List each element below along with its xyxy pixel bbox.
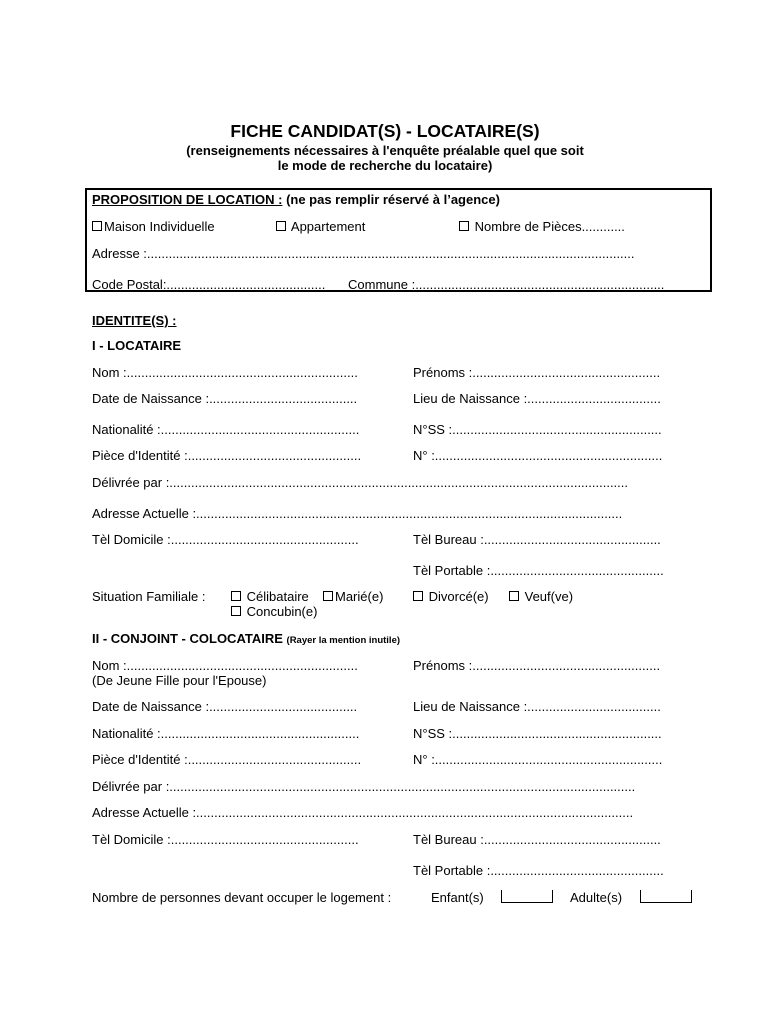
locataire-nom-field[interactable]: Nom :................................................................ xyxy=(92,365,358,380)
locataire-lieu-naissance-field[interactable]: Lieu de Naissance :..................................... xyxy=(413,391,661,406)
appartement-option[interactable] xyxy=(276,219,365,234)
divorce-label: Divorcé(e) xyxy=(428,589,489,604)
proposition-note: (ne pas remplir réservé à l’agence) xyxy=(286,192,500,207)
celibataire-checkbox[interactable] xyxy=(231,591,241,601)
conjoint-nationalite-field[interactable]: Nationalité :....................................................... xyxy=(92,726,360,741)
maison-option[interactable] xyxy=(92,219,215,234)
maison-checkbox[interactable] xyxy=(92,221,102,231)
appartement-checkbox[interactable] xyxy=(276,221,286,231)
page-subtitle-continued: le mode de recherche du locataire) xyxy=(277,158,493,173)
identites-heading: IDENTITE(S) : xyxy=(92,313,177,328)
code-postal-field[interactable]: Code Postal:............................................ xyxy=(92,277,326,292)
conjoint-prenoms-field[interactable]: Prénoms :.................................................... xyxy=(413,658,661,673)
veuf-label: Veuf(ve) xyxy=(524,589,574,604)
page-title: FICHE CANDIDAT(S) - LOCATAIRE(S) xyxy=(230,121,540,141)
locataire-heading: I - LOCATAIRE xyxy=(92,338,182,353)
veuf-checkbox[interactable] xyxy=(509,591,519,601)
divorce-checkbox[interactable] xyxy=(413,591,423,601)
marie-label: Marié(e) xyxy=(335,589,384,604)
occupants-label: Nombre de personnes devant occuper le logement : xyxy=(92,890,392,905)
conjoint-heading-line xyxy=(92,631,400,646)
locataire-date-naissance-field[interactable]: Date de Naissance :......................................... xyxy=(92,391,358,406)
enfants-label: Enfant(s) xyxy=(431,890,484,905)
conjoint-numero-field[interactable]: N° :............................................................... xyxy=(413,752,663,767)
divorce-option[interactable] xyxy=(413,589,489,604)
adultes-count-box[interactable] xyxy=(640,890,692,903)
commune-field[interactable]: Commune :..................................................................... xyxy=(348,277,665,292)
proposition-heading-line xyxy=(92,192,500,207)
proposition-heading: PROPOSITION DE LOCATION : xyxy=(92,192,283,207)
conjoint-nss-field[interactable]: N°SS :.......................................................... xyxy=(413,726,662,741)
pieces-checkbox[interactable] xyxy=(459,221,469,231)
proposition-adresse-field[interactable]: Adresse :....................................................................................................................................... xyxy=(92,246,635,261)
conjoint-piece-identite-field[interactable]: Pièce d'Identité :................................................ xyxy=(92,752,362,767)
conjoint-lieu-naissance-field[interactable]: Lieu de Naissance :..................................... xyxy=(413,699,661,714)
concubin-checkbox[interactable] xyxy=(231,606,241,616)
locataire-prenoms-field[interactable]: Prénoms :.................................................... xyxy=(413,365,661,380)
marie-checkbox[interactable] xyxy=(323,591,333,601)
situation-familiale-label: Situation Familiale : xyxy=(92,589,206,604)
conjoint-delivree-field[interactable]: Délivrée par :................................................................................................................................. xyxy=(92,779,636,794)
locataire-tel-domicile-field[interactable]: Tèl Domicile :.................................................... xyxy=(92,532,359,547)
locataire-piece-identite-field[interactable]: Pièce d'Identité :................................................ xyxy=(92,448,362,463)
concubin-option[interactable] xyxy=(231,604,317,619)
veuf-option[interactable] xyxy=(509,589,573,604)
maison-label: Maison Individuelle xyxy=(104,219,215,234)
locataire-adresse-field[interactable]: Adresse Actuelle :...................................................................................................................... xyxy=(92,506,623,521)
conjoint-note: (Rayer la mention inutile) xyxy=(286,635,401,646)
locataire-nationalite-field[interactable]: Nationalité :....................................................... xyxy=(92,422,360,437)
locataire-tel-bureau-field[interactable]: Tèl Bureau :................................................. xyxy=(413,532,661,547)
conjoint-nom-field[interactable]: Nom :................................................................ xyxy=(92,658,358,673)
celibataire-option[interactable] xyxy=(231,589,309,604)
conjoint-nom-jeune-fille-note: (De Jeune Fille pour l'Epouse) xyxy=(92,673,267,688)
conjoint-tel-bureau-field[interactable]: Tèl Bureau :................................................. xyxy=(413,832,661,847)
locataire-tel-portable-field[interactable]: Tèl Portable :................................................ xyxy=(413,563,664,578)
conjoint-tel-domicile-field[interactable]: Tèl Domicile :.................................................... xyxy=(92,832,359,847)
adultes-label: Adulte(s) xyxy=(570,890,623,905)
page-subtitle: (renseignements nécessaires à l'enquête préalable quel que soit xyxy=(186,143,584,158)
pieces-label: Nombre de Pièces............ xyxy=(474,219,625,234)
appartement-label: Appartement xyxy=(290,219,366,234)
conjoint-date-naissance-field[interactable]: Date de Naissance :......................................... xyxy=(92,699,358,714)
locataire-numero-field[interactable]: N° :............................................................... xyxy=(413,448,663,463)
concubin-label: Concubin(e) xyxy=(246,604,318,619)
conjoint-heading: II - CONJOINT - COLOCATAIRE xyxy=(92,631,283,646)
conjoint-tel-portable-field[interactable]: Tèl Portable :................................................ xyxy=(413,863,664,878)
enfants-count-box[interactable] xyxy=(501,890,553,903)
pieces-option[interactable] xyxy=(459,219,625,234)
celibataire-label: Célibataire xyxy=(246,589,309,604)
locataire-delivree-field[interactable]: Délivrée par :............................................................................................................................... xyxy=(92,475,629,490)
marie-option[interactable] xyxy=(323,589,383,604)
locataire-nss-field[interactable]: N°SS :.......................................................... xyxy=(413,422,662,437)
conjoint-adresse-field[interactable]: Adresse Actuelle :......................................................................................................................... xyxy=(92,805,634,820)
